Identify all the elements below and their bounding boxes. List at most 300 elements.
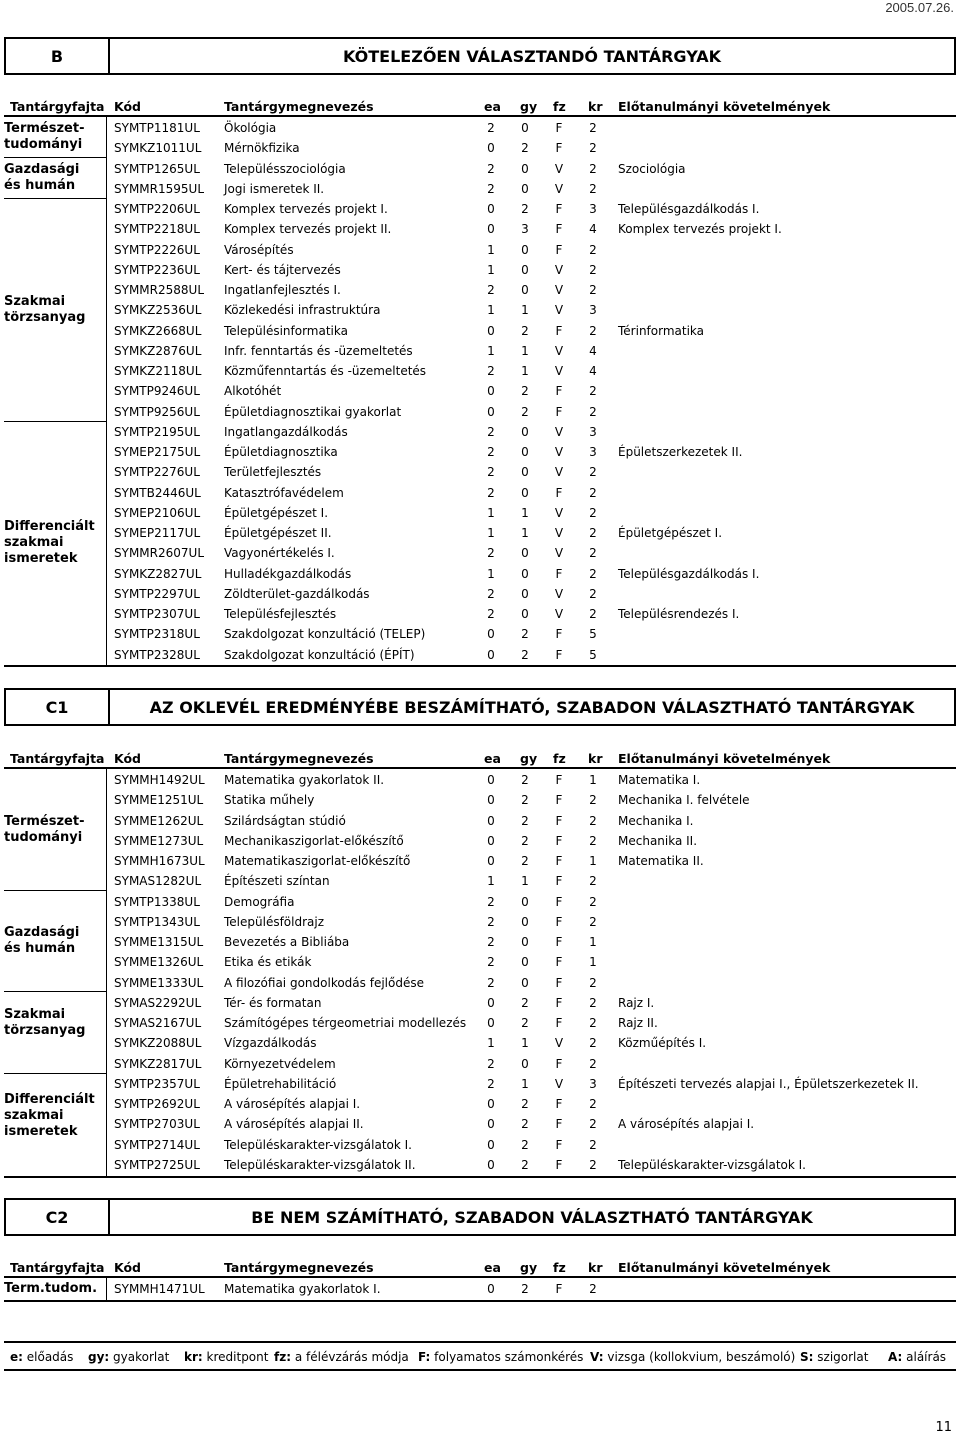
category-label: Szakmai törzsanyag bbox=[4, 1007, 86, 1038]
practice-hours: 2 bbox=[521, 141, 529, 156]
lecture-hours: 0 bbox=[487, 1117, 495, 1132]
practice-hours: 0 bbox=[521, 485, 529, 500]
assessment-type: F bbox=[555, 1016, 563, 1030]
assessment-type: V bbox=[554, 343, 564, 358]
course-name: Épületdiagnosztika bbox=[224, 445, 338, 459]
practice-hours: 1 bbox=[521, 1036, 529, 1051]
practice-hours: 0 bbox=[521, 546, 529, 561]
section-header-b bbox=[4, 37, 956, 75]
table-row bbox=[0, 851, 960, 871]
course-code: SYMMR1595UL bbox=[114, 181, 204, 196]
course-name: Komplex tervezés projekt I. bbox=[224, 202, 388, 216]
table-header-c2 bbox=[4, 1258, 956, 1278]
col-type: Tantárgyfajta bbox=[10, 751, 105, 766]
legend-item: S: szigorlat bbox=[800, 1350, 869, 1364]
assessment-type: F bbox=[555, 242, 563, 257]
category-label: Differenciált szakmai ismeretek bbox=[4, 1092, 95, 1139]
lecture-hours: 0 bbox=[487, 404, 495, 419]
course-name: Városépítés bbox=[224, 242, 294, 257]
prerequisites: Mechanika II. bbox=[618, 833, 698, 848]
lecture-hours: 0 bbox=[487, 323, 495, 338]
practice-hours: 2 bbox=[521, 773, 529, 787]
course-code: SYMTP2276UL bbox=[114, 465, 200, 480]
lecture-hours: 1 bbox=[487, 303, 495, 318]
table-row bbox=[0, 159, 960, 179]
credits: 2 bbox=[589, 283, 597, 297]
assessment-type: F bbox=[555, 384, 563, 399]
practice-hours: 2 bbox=[521, 854, 529, 868]
prerequisites: Épületgépészet I. bbox=[618, 526, 723, 540]
course-code: SYMTP2195UL bbox=[114, 424, 200, 439]
credits: 2 bbox=[589, 404, 597, 419]
practice-hours: 0 bbox=[521, 607, 529, 621]
table-row bbox=[0, 645, 960, 665]
course-code: SYMTP2318UL bbox=[114, 627, 200, 642]
practice-hours: 2 bbox=[521, 1137, 529, 1152]
prerequisites: Településgazdálkodás I. bbox=[618, 566, 760, 581]
course-name: Mérnökfizika bbox=[224, 141, 300, 156]
course-code: SYMEP2175UL bbox=[114, 445, 201, 459]
course-code: SYMME1315UL bbox=[114, 935, 204, 949]
prerequisites: Közműépítés I. bbox=[618, 1036, 707, 1051]
credits: 2 bbox=[589, 874, 597, 889]
practice-hours: 1 bbox=[521, 505, 529, 520]
assessment-type: F bbox=[555, 485, 563, 500]
col-ea: ea bbox=[484, 751, 501, 766]
course-code: SYMTP2357UL bbox=[114, 1076, 200, 1091]
credits: 2 bbox=[589, 914, 597, 929]
course-code: SYMKZ2536UL bbox=[114, 303, 202, 318]
credits: 2 bbox=[589, 1282, 597, 1296]
table-row bbox=[0, 341, 960, 361]
lecture-hours: 0 bbox=[487, 1157, 495, 1172]
practice-hours: 2 bbox=[521, 384, 529, 399]
col-gy: gy bbox=[520, 751, 538, 766]
table-row bbox=[0, 1033, 960, 1053]
lecture-hours: 0 bbox=[487, 647, 495, 662]
credits: 1 bbox=[589, 773, 597, 787]
practice-hours: 0 bbox=[521, 955, 529, 970]
assessment-type: V bbox=[554, 445, 564, 459]
credits: 2 bbox=[589, 181, 597, 196]
col-gy: gy bbox=[520, 99, 538, 114]
course-name: Épületgépészet I. bbox=[224, 505, 329, 520]
course-code: SYMTP2307UL bbox=[114, 607, 200, 621]
col-fz: fz bbox=[553, 1260, 566, 1275]
practice-hours: 2 bbox=[521, 1282, 529, 1296]
legend-item: fz: a félévzárás módja bbox=[274, 1350, 409, 1364]
col-ea: ea bbox=[484, 99, 501, 114]
course-name: Szilárdságtan stúdió bbox=[224, 813, 346, 828]
table-row bbox=[0, 381, 960, 401]
practice-hours: 0 bbox=[521, 975, 529, 990]
course-name: Épületgépészet II. bbox=[224, 526, 332, 540]
credits: 2 bbox=[589, 121, 597, 135]
lecture-hours: 0 bbox=[487, 1137, 495, 1152]
credits: 5 bbox=[589, 647, 597, 662]
credits: 2 bbox=[589, 1016, 597, 1030]
credits: 3 bbox=[589, 202, 597, 216]
course-name: Mechanikaszigorlat-előkészítő bbox=[224, 833, 404, 848]
assessment-type: F bbox=[555, 874, 563, 889]
assessment-type: F bbox=[555, 202, 563, 216]
course-name: Statika műhely bbox=[224, 793, 315, 808]
prerequisites: Mechanika I. bbox=[618, 813, 694, 828]
course-name: Építészeti színtan bbox=[224, 874, 330, 889]
assessment-type: F bbox=[555, 121, 563, 135]
credits: 2 bbox=[589, 141, 597, 156]
credits: 2 bbox=[589, 813, 597, 828]
table-row bbox=[0, 831, 960, 851]
course-name: Közműfenntartás és -üzemeltetés bbox=[224, 364, 427, 378]
table-row bbox=[0, 503, 960, 523]
course-code: SYMAS2292UL bbox=[114, 995, 202, 1010]
credits: 2 bbox=[589, 1137, 597, 1152]
course-name: Épületdiagnosztikai gyakorlat bbox=[224, 404, 402, 419]
table-row bbox=[0, 1155, 960, 1175]
credits: 1 bbox=[589, 854, 597, 868]
table-bottom-border bbox=[4, 665, 956, 667]
course-name: Településkarakter-vizsgálatok II. bbox=[224, 1157, 416, 1172]
course-name: Etika és etikák bbox=[224, 955, 312, 970]
prerequisites: Szociológia bbox=[618, 161, 686, 176]
legend-item: F: folyamatos számonkérés bbox=[418, 1350, 584, 1364]
course-code: SYMME1326UL bbox=[114, 955, 204, 970]
lecture-hours: 2 bbox=[487, 181, 495, 196]
course-name: Ökológia bbox=[224, 121, 277, 135]
assessment-type: V bbox=[554, 505, 564, 520]
col-ea: ea bbox=[484, 1260, 501, 1275]
section-code: C2 bbox=[6, 1200, 110, 1234]
course-name: Számítógépes térgeometriai modellezés bbox=[224, 1016, 467, 1030]
practice-hours: 1 bbox=[521, 1076, 529, 1091]
course-name: Jogi ismeretek II. bbox=[224, 181, 325, 196]
course-code: SYMEP2117UL bbox=[114, 526, 201, 540]
prerequisites: Matematika I. bbox=[618, 773, 701, 787]
assessment-type: V bbox=[554, 364, 564, 378]
practice-hours: 2 bbox=[521, 202, 529, 216]
course-name: Matematika gyakorlatok II. bbox=[224, 773, 385, 787]
practice-hours: 0 bbox=[521, 242, 529, 257]
course-code: SYMTP2703UL bbox=[114, 1117, 200, 1132]
course-name: Ingatlangazdálkodás bbox=[224, 424, 348, 439]
table-row bbox=[0, 523, 960, 543]
table-row bbox=[0, 770, 960, 790]
table-row bbox=[0, 321, 960, 341]
lecture-hours: 2 bbox=[487, 465, 495, 480]
assessment-type: F bbox=[555, 1282, 563, 1296]
practice-hours: 2 bbox=[521, 404, 529, 419]
credits: 4 bbox=[589, 343, 597, 358]
section-code: C1 bbox=[6, 690, 110, 724]
course-code: SYMKZ2668UL bbox=[114, 323, 202, 338]
credits: 5 bbox=[589, 627, 597, 642]
table-header-c1 bbox=[4, 749, 956, 769]
table-bottom-border bbox=[4, 1300, 956, 1302]
section-title: AZ OKLEVÉL EREDMÉNYÉBE BESZÁMÍTHATÓ, SZABADON VÁLASZTHATÓ TANTÁRGYAK bbox=[149, 697, 915, 717]
credits: 2 bbox=[589, 485, 597, 500]
lecture-hours: 2 bbox=[487, 424, 495, 439]
assessment-type: F bbox=[555, 323, 563, 338]
course-name: Infr. fenntartás és -üzemeltetés bbox=[224, 343, 413, 358]
credits: 2 bbox=[589, 975, 597, 990]
assessment-type: F bbox=[555, 995, 563, 1010]
course-name: Szakdolgozat konzultáció (ÉPÍT) bbox=[224, 647, 415, 662]
course-code: SYMTP2218UL bbox=[114, 222, 200, 237]
assessment-type: V bbox=[554, 1076, 564, 1091]
lecture-hours: 2 bbox=[487, 586, 495, 601]
legend-item: V: vizsga (kollokvium, beszámoló) bbox=[590, 1350, 796, 1364]
table-row bbox=[0, 138, 960, 158]
prerequisites: Rajz I. bbox=[618, 995, 655, 1010]
practice-hours: 2 bbox=[521, 323, 529, 338]
lecture-hours: 0 bbox=[487, 854, 495, 868]
prerequisites: Építészeti tervezés alapjai I., Épületszerkezetek II. bbox=[618, 1076, 919, 1091]
prerequisites: Épületszerkezetek II. bbox=[618, 445, 743, 459]
assessment-type: V bbox=[554, 607, 564, 621]
prerequisites: Rajz II. bbox=[618, 1016, 658, 1030]
course-code: SYMMH1471UL bbox=[114, 1282, 205, 1296]
practice-hours: 1 bbox=[521, 343, 529, 358]
course-code: SYMMH1492UL bbox=[114, 773, 205, 787]
prerequisites: Településrendezés I. bbox=[618, 607, 740, 621]
lecture-hours: 2 bbox=[487, 1056, 495, 1071]
course-code: SYMTP2206UL bbox=[114, 202, 200, 216]
practice-hours: 1 bbox=[521, 874, 529, 889]
table-row bbox=[0, 179, 960, 199]
assessment-type: F bbox=[555, 914, 563, 929]
col-pre: Előtanulmányi követelmények bbox=[618, 1260, 831, 1275]
table-row bbox=[0, 260, 960, 280]
assessment-type: F bbox=[555, 894, 563, 909]
course-name: Vagyonértékelés I. bbox=[224, 546, 335, 561]
section-header-c2 bbox=[4, 1198, 956, 1236]
col-type: Tantárgyfajta bbox=[10, 1260, 105, 1275]
assessment-type: V bbox=[554, 283, 564, 297]
practice-hours: 0 bbox=[521, 424, 529, 439]
credits: 2 bbox=[589, 833, 597, 848]
assessment-type: V bbox=[554, 1036, 564, 1051]
lecture-hours: 2 bbox=[487, 546, 495, 561]
assessment-type: V bbox=[554, 424, 564, 439]
credits: 2 bbox=[589, 1157, 597, 1172]
lecture-hours: 2 bbox=[487, 975, 495, 990]
credits: 2 bbox=[589, 242, 597, 257]
assessment-type: F bbox=[555, 955, 563, 970]
prerequisites: Településkarakter-vizsgálatok I. bbox=[618, 1157, 806, 1172]
lecture-hours: 1 bbox=[487, 566, 495, 581]
table-row bbox=[0, 932, 960, 952]
lecture-hours: 0 bbox=[487, 222, 495, 237]
lecture-hours: 2 bbox=[487, 445, 495, 459]
col-fz: fz bbox=[553, 99, 566, 114]
assessment-type: F bbox=[555, 222, 563, 237]
course-name: Bevezetés a Bibliába bbox=[224, 935, 350, 949]
course-name: Településszociológia bbox=[224, 161, 346, 176]
practice-hours: 1 bbox=[521, 364, 529, 378]
lecture-hours: 2 bbox=[487, 364, 495, 378]
assessment-type: V bbox=[554, 465, 564, 480]
course-code: SYMTP2236UL bbox=[114, 262, 200, 277]
assessment-type: V bbox=[554, 181, 564, 196]
table-row bbox=[0, 811, 960, 831]
table-row bbox=[0, 402, 960, 422]
table-row bbox=[0, 912, 960, 932]
practice-hours: 0 bbox=[521, 914, 529, 929]
table-row bbox=[0, 1013, 960, 1033]
course-name: Alkotóhét bbox=[224, 384, 282, 399]
credits: 2 bbox=[589, 323, 597, 338]
practice-hours: 0 bbox=[521, 262, 529, 277]
lecture-hours: 0 bbox=[487, 793, 495, 808]
course-name: Komplex tervezés projekt II. bbox=[224, 222, 392, 237]
assessment-type: V bbox=[554, 546, 564, 561]
lecture-hours: 1 bbox=[487, 874, 495, 889]
assessment-type: F bbox=[555, 404, 563, 419]
practice-hours: 2 bbox=[521, 1097, 529, 1111]
lecture-hours: 1 bbox=[487, 505, 495, 520]
course-name: Épületrehabilitáció bbox=[224, 1076, 337, 1091]
course-code: SYMKZ1011UL bbox=[114, 141, 202, 156]
assessment-type: V bbox=[554, 586, 564, 601]
lecture-hours: 2 bbox=[487, 283, 495, 297]
course-name: Ingatlanfejlesztés I. bbox=[224, 283, 341, 297]
practice-hours: 0 bbox=[521, 1056, 529, 1071]
credits: 2 bbox=[589, 384, 597, 399]
lecture-hours: 2 bbox=[487, 914, 495, 929]
table-row bbox=[0, 952, 960, 972]
lecture-hours: 0 bbox=[487, 384, 495, 399]
category-label: Természet- tudományi bbox=[4, 814, 85, 845]
course-name: Tér- és formatan bbox=[224, 995, 322, 1010]
lecture-hours: 2 bbox=[487, 1076, 495, 1091]
credits: 2 bbox=[589, 526, 597, 540]
course-code: SYMAS2167UL bbox=[114, 1016, 202, 1030]
prerequisites: Komplex tervezés projekt I. bbox=[618, 222, 782, 237]
table-row bbox=[0, 199, 960, 219]
course-code: SYMTP2328UL bbox=[114, 647, 200, 662]
course-name: Zöldterület-gazdálkodás bbox=[224, 586, 370, 601]
table-row bbox=[0, 219, 960, 239]
assessment-type: V bbox=[554, 526, 564, 540]
credits: 2 bbox=[589, 1036, 597, 1051]
lecture-hours: 1 bbox=[487, 242, 495, 257]
course-code: SYMTP2692UL bbox=[114, 1097, 200, 1111]
lecture-hours: 0 bbox=[487, 627, 495, 642]
credits: 2 bbox=[589, 995, 597, 1010]
credits: 2 bbox=[589, 465, 597, 480]
credits: 4 bbox=[589, 364, 597, 378]
col-code: Kód bbox=[114, 751, 142, 766]
course-code: SYMKZ2876UL bbox=[114, 343, 202, 358]
legend-item: e: előadás bbox=[10, 1350, 74, 1364]
assessment-type: F bbox=[555, 813, 563, 828]
assessment-type: F bbox=[555, 793, 563, 808]
credits: 3 bbox=[589, 445, 597, 459]
course-name: Demográfia bbox=[224, 894, 295, 909]
course-name: Szakdolgozat konzultáció (TELEP) bbox=[224, 627, 426, 642]
section-header-c1 bbox=[4, 688, 956, 726]
course-code: SYMMR2588UL bbox=[114, 283, 204, 297]
practice-hours: 0 bbox=[521, 161, 529, 176]
table-row bbox=[0, 462, 960, 482]
course-code: SYMMR2607UL bbox=[114, 546, 204, 561]
lecture-hours: 0 bbox=[487, 995, 495, 1010]
legend bbox=[4, 1341, 956, 1371]
prerequisites: Matematika II. bbox=[618, 854, 704, 868]
category-label: Természet- tudományi bbox=[4, 121, 85, 152]
lecture-hours: 0 bbox=[487, 833, 495, 848]
practice-hours: 0 bbox=[521, 586, 529, 601]
practice-hours: 2 bbox=[521, 1157, 529, 1172]
course-code: SYMME1333UL bbox=[114, 975, 204, 990]
credits: 2 bbox=[589, 894, 597, 909]
course-code: SYMTB2446UL bbox=[114, 485, 201, 500]
table-row bbox=[0, 280, 960, 300]
table-row bbox=[0, 1279, 960, 1299]
document-date: 2005.07.26. bbox=[885, 0, 954, 15]
practice-hours: 3 bbox=[521, 222, 529, 237]
course-name: Környezetvédelem bbox=[224, 1056, 336, 1071]
assessment-type: F bbox=[555, 566, 563, 581]
course-code: SYMKZ2118UL bbox=[114, 364, 202, 378]
practice-hours: 0 bbox=[521, 935, 529, 949]
table-row bbox=[0, 871, 960, 891]
assessment-type: F bbox=[555, 1056, 563, 1071]
col-kr: kr bbox=[588, 99, 603, 114]
course-code: SYMTP2297UL bbox=[114, 586, 200, 601]
course-name: A filozófiai gondolkodás fejlődése bbox=[224, 975, 424, 990]
credits: 2 bbox=[589, 566, 597, 581]
credits: 1 bbox=[589, 935, 597, 949]
table-row bbox=[0, 584, 960, 604]
table-row bbox=[0, 543, 960, 563]
table-row bbox=[0, 442, 960, 462]
table-row bbox=[0, 790, 960, 810]
col-code: Kód bbox=[114, 1260, 142, 1275]
practice-hours: 0 bbox=[521, 283, 529, 297]
col-type: Tantárgyfajta bbox=[10, 99, 105, 114]
course-name: Matematikaszigorlat-előkészítő bbox=[224, 854, 411, 868]
course-code: SYMEP2106UL bbox=[114, 505, 201, 520]
credits: 4 bbox=[589, 222, 597, 237]
lecture-hours: 1 bbox=[487, 343, 495, 358]
prerequisites: Mechanika I. felvétele bbox=[618, 793, 750, 808]
lecture-hours: 1 bbox=[487, 1036, 495, 1051]
lecture-hours: 0 bbox=[487, 773, 495, 787]
table-row bbox=[0, 1114, 960, 1134]
section-title: BE NEM SZÁMÍTHATÓ, SZABADON VÁLASZTHATÓ TANTÁRGYAK bbox=[251, 1207, 813, 1227]
assessment-type: F bbox=[555, 773, 563, 787]
course-code: SYMTP1265UL bbox=[114, 161, 200, 176]
assessment-type: F bbox=[555, 833, 563, 848]
col-pre: Előtanulmányi követelmények bbox=[618, 99, 831, 114]
credits: 2 bbox=[589, 586, 597, 601]
practice-hours: 2 bbox=[521, 813, 529, 828]
credits: 3 bbox=[589, 303, 597, 318]
table-row bbox=[0, 483, 960, 503]
course-code: SYMTP9246UL bbox=[114, 384, 200, 399]
lecture-hours: 2 bbox=[487, 485, 495, 500]
course-name: Katasztrófavédelem bbox=[224, 485, 344, 500]
practice-hours: 2 bbox=[521, 995, 529, 1010]
course-code: SYMTP2714UL bbox=[114, 1137, 200, 1152]
course-code: SYMTP1181UL bbox=[114, 121, 200, 135]
credits: 3 bbox=[589, 424, 597, 439]
credits: 2 bbox=[589, 505, 597, 520]
col-pre: Előtanulmányi követelmények bbox=[618, 751, 831, 766]
table-row bbox=[0, 300, 960, 320]
